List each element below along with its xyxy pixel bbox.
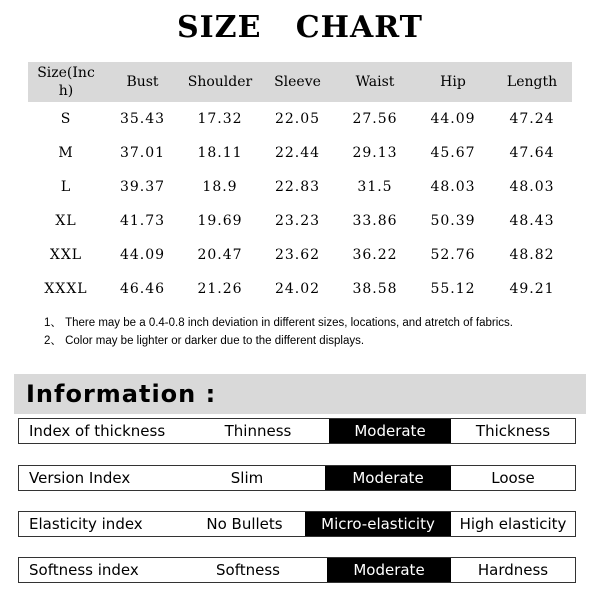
hip-cell: 55.12 [430,281,476,297]
elasticity-option-micro-selected: Micro-elasticity [305,512,451,536]
waist-cell: 33.86 [352,213,398,229]
length-cell: 48.43 [509,213,555,229]
waist-cell: 29.13 [352,145,398,161]
softness-option-softness: Softness [216,561,280,579]
thickness-index-label: Index of thickness [29,422,166,440]
header-bust: Bust [104,62,181,102]
shoulder-cell: 19.69 [197,213,243,229]
waist-cell: 38.58 [352,281,398,297]
elasticity-index-label: Elasticity index [29,515,143,533]
hip-cell: 52.76 [430,247,476,263]
sleeve-cell: 24.02 [274,281,321,297]
version-option-slim: Slim [230,469,264,487]
table-row [28,136,572,170]
thickness-index-row [18,418,576,444]
size-cell: XXXL [44,281,88,297]
header-hip: Hip [414,62,492,102]
note-deviation: 1、 There may be a 0.4-0.8 inch deviation in different sizes, locations, and atretch of fabrics. [44,317,513,329]
bust-cell: 44.09 [119,247,166,263]
size-cell: XL [55,213,77,229]
softness-index-row [18,557,576,583]
page-title: SIZE CHART [176,10,424,45]
shoulder-cell: 18.9 [202,179,238,195]
hip-cell: 50.39 [430,213,476,229]
bust-cell: 39.37 [119,179,166,195]
sleeve-cell: 22.44 [274,145,321,161]
table-row [28,204,572,238]
shoulder-cell: 17.32 [197,111,243,127]
note-color: 2、 Color may be lighter or darker due to the different displays. [44,335,365,347]
sleeve-cell: 23.62 [274,247,321,263]
softness-option-moderate-selected: Moderate [327,558,451,582]
length-cell: 47.64 [509,145,555,161]
length-cell: 47.24 [509,111,555,127]
size-cell: XXL [49,247,83,263]
table-row [28,238,572,272]
thickness-option-thinness: Thinness [224,422,292,440]
version-index-label: Version Index [29,469,131,487]
elasticity-option-high: High elasticity [459,515,567,533]
elasticity-index-row [18,511,576,537]
table-row [28,102,572,136]
bust-cell: 35.43 [119,111,166,127]
length-cell: 48.82 [509,247,555,263]
table-row [28,170,572,204]
waist-cell: 31.5 [357,179,393,195]
hip-cell: 45.67 [430,145,476,161]
size-notes [44,314,513,350]
information-heading-bar [14,374,586,414]
size-cell: L [60,179,72,195]
sleeve-cell: 23.23 [274,213,321,229]
waist-cell: 27.56 [352,111,398,127]
bust-cell: 46.46 [119,281,166,297]
header-size [28,62,104,102]
sleeve-cell: 22.05 [274,111,321,127]
size-table-header-row [28,62,572,102]
thickness-option-thickness: Thickness [475,422,551,440]
shoulder-cell: 20.47 [197,247,243,263]
thickness-option-moderate-selected: Moderate [329,419,451,443]
size-table [28,62,572,306]
header-length: Length [492,62,572,102]
shoulder-cell: 18.11 [197,145,243,161]
sleeve-cell: 22.83 [274,179,321,195]
hip-cell: 44.09 [430,111,476,127]
length-cell: 49.21 [509,281,555,297]
softness-option-hardness: Hardness [477,561,549,579]
header-sleeve: Sleeve [259,62,336,102]
size-cell: S [60,111,72,127]
bust-cell: 37.01 [119,145,166,161]
shoulder-cell: 21.26 [197,281,243,297]
version-index-row [18,465,576,491]
header-waist: Waist [336,62,414,102]
bust-cell: 41.73 [119,213,166,229]
information-heading: Information : [26,380,217,408]
softness-index-label: Softness index [29,561,139,579]
hip-cell: 48.03 [430,179,476,195]
version-option-loose: Loose [491,469,535,487]
version-option-moderate-selected: Moderate [325,466,451,490]
header-shoulder: Shoulder [181,62,259,102]
size-cell: M [58,145,74,161]
header-size-label: Size(Inch) [37,65,95,99]
length-cell: 48.03 [509,179,555,195]
elasticity-option-no-bullets: No Bullets [206,515,283,533]
table-row [28,272,572,306]
waist-cell: 36.22 [352,247,398,263]
